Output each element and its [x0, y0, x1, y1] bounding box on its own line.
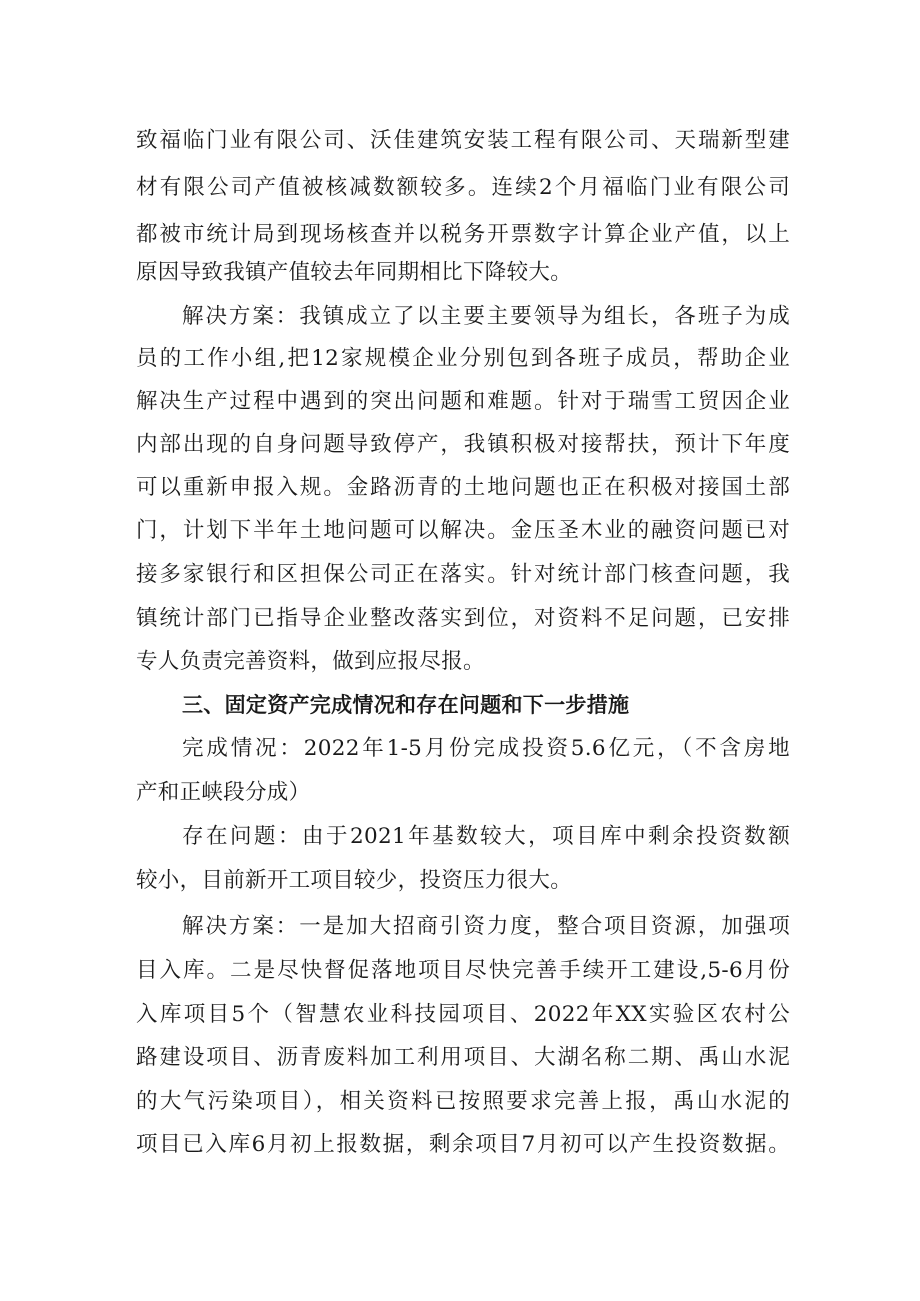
paragraph-first-line: 解决方案：一是加大招商引资力度，整合项目资源，加强项	[182, 914, 790, 939]
text-line: 项目已入库6月初上报数据，剩余项目7月初可以产生投资数据。	[136, 1132, 790, 1157]
text-line: 门，计划下半年土地问题可以解决。金压圣木业的融资问题已对	[136, 518, 790, 543]
text-line: 可以重新申报入规。金路沥青的土地问题也正在积极对接国土部	[136, 475, 790, 500]
paragraph-first-line: 解决方案：我镇成立了以主要主要领导为组长，各班子为成	[182, 304, 790, 329]
text-line: 都被市统计局到现场核查并以税务开票数字计算企业产值，以上	[136, 222, 790, 247]
paragraph-first-line: 存在问题：由于2021年基数较大，项目库中剩余投资数额	[182, 824, 790, 849]
text-line: 解决生产过程中遇到的突出问题和难题。针对于瑞雪工贸因企业	[136, 389, 790, 414]
text-line: 员的工作小组,把12家规模企业分别包到各班子成员，帮助企业	[136, 346, 790, 371]
text-line: 接多家银行和区担保公司正在落实。针对统计部门核查问题，我	[136, 562, 790, 587]
text-line: 入库项目5个（智慧农业科技园项目、2022年XX实验区农村公	[136, 1002, 790, 1027]
text-line: 专人负责完善资料，做到应报尽报。	[136, 649, 485, 674]
text-line: 镇统计部门已指导企业整改落实到位，对资料不足问题，已安排	[136, 606, 790, 631]
text-line: 路建设项目、沥青废料加工利用项目、大湖名称二期、禹山水泥	[136, 1045, 790, 1070]
text-line: 原因导致我镇产值较去年同期相比下降较大。	[136, 260, 573, 285]
text-line: 内部出现的自身问题导致停产，我镇积极对接帮扶，预计下年度	[136, 432, 790, 457]
text-line: 致福临门业有限公司、沃佳建筑安装工程有限公司、天瑞新型建	[136, 128, 790, 153]
paragraph-first-line: 完成情况：2022年1-5月份完成投资5.6亿元，（不含房地	[182, 736, 790, 761]
text-line: 较小，目前新开工项目较少，投资压力很大。	[136, 868, 573, 893]
text-line: 的大气污染项目），相关资料已按照要求完善上报，禹山水泥的	[136, 1089, 790, 1114]
text-line: 产和正峡段分成）	[136, 780, 311, 805]
text-line: 目入库。二是尽快督促落地项目尽快完善手续开工建设,5-6月份	[136, 958, 790, 983]
text-line: 材有限公司产值被核减数额较多。连续2个月福临门业有限公司	[136, 175, 790, 200]
section-heading: 三、固定资产完成情况和存在问题和下一步措施	[182, 693, 630, 717]
